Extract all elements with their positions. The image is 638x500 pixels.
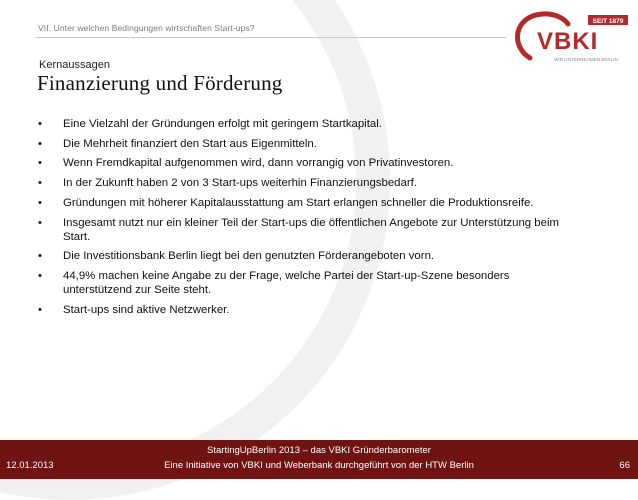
- list-item-text: 44,9% machen keine Angabe zu der Frage, welche Partei der Start-up-Szene besonders unterstützend zur Seite steht.: [63, 270, 510, 297]
- list-item-text: Start-ups sind aktive Netzwerker.: [63, 304, 230, 317]
- footer-date: 12.01.2013: [6, 460, 54, 471]
- list-item: [38, 303, 578, 317]
- list-item: [38, 216, 578, 244]
- list-item-text: Wenn Fremdkapital aufgenommen wird, dann vorrangig von Privatinvestoren.: [63, 157, 454, 170]
- page-number: 66: [619, 460, 630, 471]
- list-item-text: Die Mehrheit finanziert den Start aus Eigenmitteln.: [63, 137, 317, 150]
- list-item: [38, 176, 578, 190]
- bullet-dot: •: [38, 137, 42, 150]
- list-item: [38, 249, 578, 263]
- vbki-logo: [508, 8, 632, 66]
- list-item: [38, 117, 578, 131]
- header-divider: [36, 37, 506, 38]
- bullet-dot: •: [38, 118, 42, 130]
- list-item: [38, 269, 578, 297]
- logo-wordmark: VBKI: [537, 28, 599, 55]
- bullet-dot: •: [38, 270, 42, 283]
- list-item: [38, 156, 578, 170]
- list-item-text: Insgesamt nutzt nur ein kleiner Teil der Start-ups die öffentlichen Angebote zur Unterstützung beim Start.: [63, 216, 559, 243]
- logo-since: SEIT 1879: [592, 18, 624, 25]
- footer-subtitle: Eine Initiative von VBKI und Weberbank durchgeführt von der HTW Berlin: [164, 460, 474, 471]
- list-item-text: Gründungen mit höherer Kapitalausstattung am Start erlangen schneller die Produktionsreife.: [63, 196, 534, 209]
- list-item-text: Die Investitionsbank Berlin liegt bei den genutzten Förderangeboten vorn.: [63, 250, 435, 263]
- logo-tagline: WIR UNTERNEHMEN BERLIN: [554, 57, 618, 62]
- list-item: [38, 196, 578, 210]
- list-item-text: Eine Vielzahl der Gründungen erfolgt mit geringem Startkapital.: [63, 118, 382, 130]
- bullet-dot: •: [38, 216, 42, 229]
- bullet-dot: •: [38, 304, 42, 317]
- bullet-dot: •: [38, 196, 42, 209]
- page-title: Finanzierung und Förderung: [37, 71, 283, 95]
- section-label: VII. Unter welchen Bedingungen wirtschaften Start-ups?: [38, 23, 255, 33]
- bullet-dot: •: [38, 157, 42, 170]
- kicker-label: Kernaussagen: [39, 59, 110, 71]
- list-item: [38, 137, 578, 151]
- key-findings-list: [38, 117, 578, 323]
- bullet-dot: •: [38, 250, 42, 263]
- list-item-text: In der Zukunft haben 2 von 3 Start-ups weiterhin Finanzierungsbedarf.: [63, 177, 417, 190]
- footer-title: StartingUpBerlin 2013 – das VBKI Gründerbarometer: [207, 445, 431, 456]
- bullet-dot: •: [38, 177, 42, 190]
